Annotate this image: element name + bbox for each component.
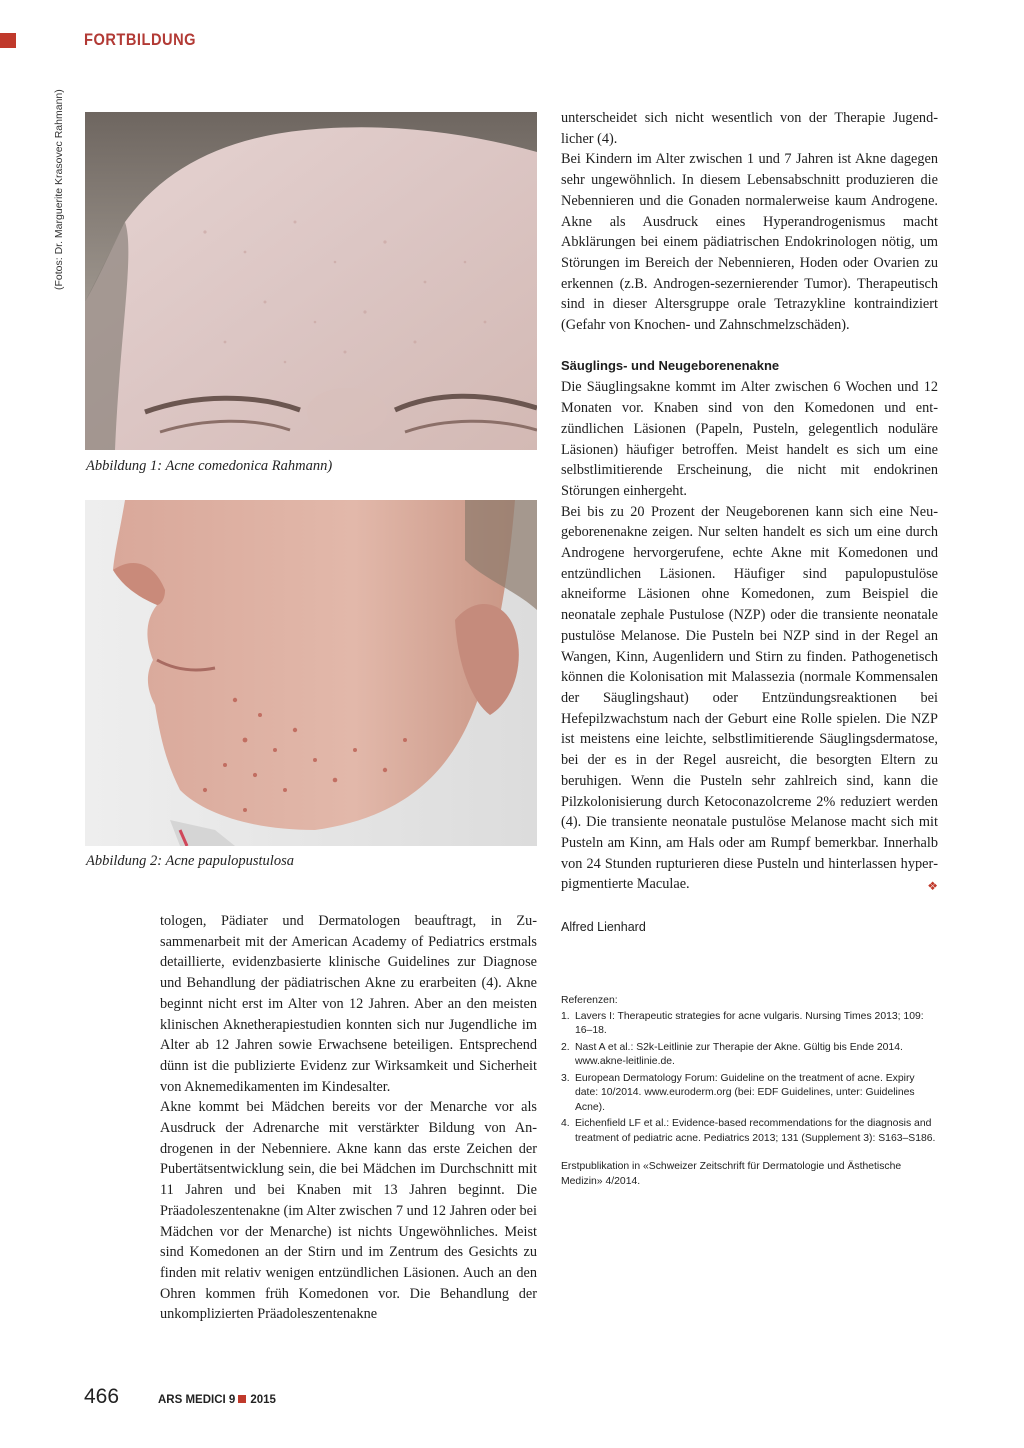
reference-text: Lavers I: Therapeutic strategies for acne vulgaris. Nursing Times 2013; 109: 16–18. (575, 1010, 924, 1036)
figure-1-photo (85, 112, 537, 450)
right-text-column (561, 108, 938, 938)
separator-square-icon (238, 1395, 246, 1403)
reference-number: 2. (561, 1041, 570, 1053)
references-title: Referenzen: (561, 995, 618, 1006)
references-list (561, 1010, 938, 1147)
section-heading: Säuglings- und Neugeborenenakne (561, 357, 780, 373)
figure-1-caption: Abbildung 1: Acne comedonica Rahmann) (86, 458, 333, 474)
reference-text: Eichenfield LF et al.: Evidence-based recommendations for the diagnosis and treatment of pediatric acne. Pediatrics 2013; 131 (Supplement 3): S163–S186. (575, 1118, 936, 1144)
body-paragraph-text: Bei bis zu 20 Prozent der Neugeborenen kann sich eine Neugeborenenakne zeigen. Nur selten handelt es sich um eine durch Androgene hervorgerufene, echte Akne mit Komedonen und entzündlichen Läsionen. Häufiger sind papulopustulöse akneiforme Läsionen ohne Komedonen, zum Beispiel die neonatale zephale Pustulose (NZP) oder die transiente neonatale pustulöse Melanose. Die Pusteln bei NZP sind in der Regel an Wangen, Kinn, Augenlidern und Stirn zu finden. Pathogenetisch können die Kolonisation mit Malassezia (normale Kommensalen der Säuglingshaut) oder Entzündungsreaktionen bei Hefepilzwachstum nach der Geburt eine Rolle spielen. Die NZP ist meistens eine leichte, selbstlimitierende Säuglingsdermatose, bei der es in der Regel ausreicht, die besorgten Eltern zu beruhigen. Wenn die Pusteln sehr zahlreich sind, kann die Pilzkolonisierung durch Ketoconazolcreme 2% reduziert werden (4). Die transiente neonatale pustulöse Melanose macht sich mit Pusteln am Kinn, am Hals oder am Rumpf bemerkbar. Innerhalb von 24 Stunden rupturieren diese Pusteln und hinterlassen hyperpigmentierte Maculae. (561, 503, 938, 893)
author-name: Alfred Lienhard (561, 920, 646, 935)
journal-name: ARS MEDICI 9 (158, 1394, 236, 1406)
figure-2-caption: Abbildung 2: Acne papulopustulosa (86, 853, 294, 869)
section-marker (0, 33, 16, 48)
publication-note: Erstpublikation in «Schweizer Zeitschrift für Dermatologie und Ästhetische Medizin» 4/2014. (561, 1161, 902, 1187)
reference-number: 1. (561, 1010, 570, 1022)
body-paragraph: tologen, Pädiater und Dermatologen beauftragt, in Zusammenarbeit mit der American Academy of Pediatrics erstmals detaillierte, evidenzbasierte klinische Guidelines zur Diagnose und Behandlung der pädiatrischen Akne zu erarbeiten (4). Akne beginnt nicht erst im Alter von 12 Jahren. Aber an den meisten klinischen Aknetherapiestudien konnten sich nur Jugendliche im Alter ab 12 Jahren sowie Erwachsene beteiligen. Entsprechend dünn ist die publizierte Evidenz zur Wirksamkeit und Sicherheit von Aknemedikamenten im Kindesalter. (160, 913, 537, 1095)
reference-text: European Dermatology Forum: Guideline on the treatment of acne. Expiry date: 10/2014. www.euroderm.org (bei: EDF Guidelines, unter: Guidelines Acne). (575, 1072, 915, 1113)
reference-item (561, 1117, 938, 1146)
section-title: FORTBILDUNG (84, 30, 197, 49)
reference-item (561, 1041, 938, 1070)
body-paragraph (561, 502, 938, 895)
reference-text: Nast A et al.: S2k-Leitlinie zur Therapie der Akne. Gültig bis Ende 2014. www.akne-leitlinie.de. (575, 1041, 903, 1067)
body-paragraph: unterscheidet sich nicht wesentlich von der Therapie Jugendlicher (4). (561, 110, 938, 147)
left-text-column (160, 911, 537, 1325)
body-paragraph: Die Säuglingsakne kommt im Alter zwischen 6 Wochen und 12 Monaten vor. Knaben sind von den Komedonen und entzündlichen Läsionen (Papeln, Pusteln, gelegentlich noduläre Läsionen) häufiger betroffen. Meist handelt es sich um eine selbstlimitierende Erscheinung, die nicht mit endokrinen Störungen einhergeht. (561, 379, 938, 499)
references (561, 994, 938, 1189)
reference-number: 3. (561, 1072, 570, 1084)
body-paragraph: Akne kommt bei Mädchen bereits vor der Menarche vor als Ausdruck der Adrenarche mit verstärkter Bildung von Androgenen in der Nebenniere. Akne kann das erste Zeichen der Pubertätsentwicklung sein, die bei Mädchen im Durchschnitt mit 11 Jahren und bei Knaben mit 13 Jahren beginnt. Die Präadoleszentenakne (im Alter zwischen 7 und 12 Jahren oder bei Mädchen vor der Menarche) ist nichts Ungewöhnliches. Meist sind Komedonen an der Stirn und im Zentrum des Gesichts zu finden mit relativ wenigen entzündlichen Läsionen. Auch an den Ohren kommen früh Komedonen vor. Die Behandlung der unkomplizierten Präadoleszentenakne (160, 1099, 537, 1323)
journal-year: 2015 (250, 1394, 276, 1406)
reference-number: 4. (561, 1118, 570, 1129)
journal-info (158, 1394, 276, 1406)
photo-credit: (Fotos: Dr. Marguerite Krasovec Rahmann) (53, 89, 65, 290)
body-paragraph: Bei Kindern im Alter zwischen 1 und 7 Jahren ist Akne dagegen sehr ungewöhnlich. In diesem Lebensabschnitt produzieren die Nebennieren und die Gonaden normalerweise kaum Androgene. Akne als Ausdruck eines Hyperandrogenismus macht Abklärungen bei einem pädiatrischen Endokrinologen nötig, um Störungen im Bereich der Nebennieren, Hoden oder Ovarien zu erkennen (z.B. Androgen-sezernierender Tumor). Therapeutisch sind in dieser Altersgruppe orale Tetrazykline kontraindiziert (Gefahr von Knochen- und Zahnschmelzschäden). (561, 151, 938, 334)
reference-item (561, 1072, 938, 1116)
end-mark-icon: ❖ (927, 879, 938, 894)
figure-2-photo (85, 500, 537, 846)
page-number: 466 (84, 1385, 120, 1408)
reference-item (561, 1010, 938, 1039)
